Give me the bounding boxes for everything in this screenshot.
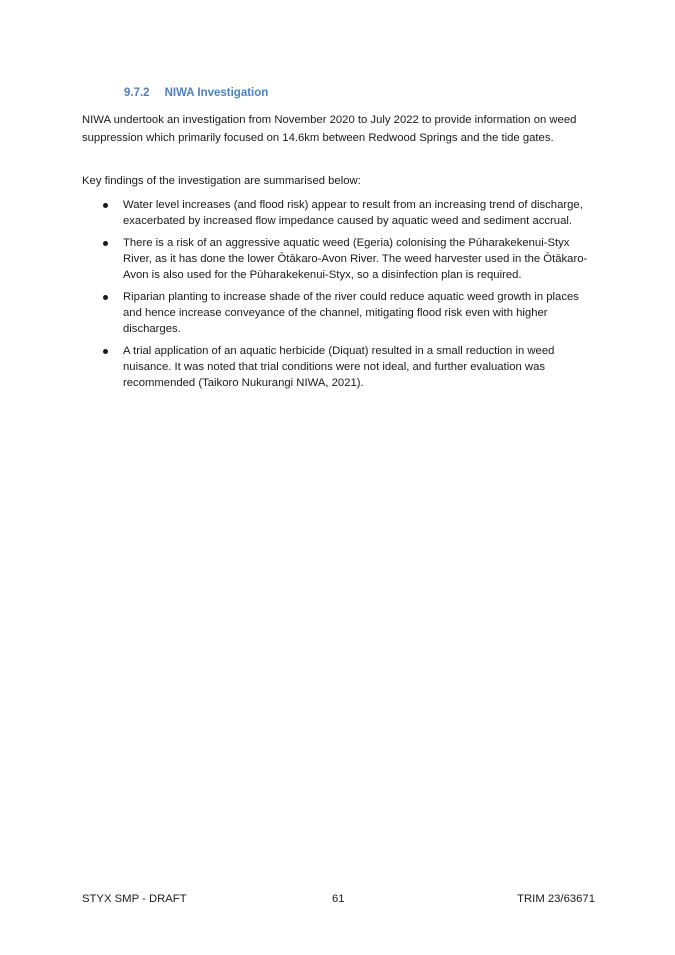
intro-paragraph: NIWA undertook an investigation from November 2020 to July 2022 to provide information on weed suppression which primarily focused on 14.6km between Redwood Springs and the tide gates.	[82, 114, 577, 144]
footer-page-number: 61	[332, 893, 345, 905]
section-title: NIWA Investigation	[164, 87, 269, 99]
bullet-icon	[103, 349, 108, 354]
list-item	[82, 289, 592, 337]
bullet-icon	[103, 241, 108, 246]
findings-intro: Key findings of the investigation are summarised below:	[82, 175, 361, 187]
footer-trim-reference: TRIM 23/63671	[517, 893, 595, 905]
list-item-text: There is a risk of an aggressive aquatic weed (Egeria) colonising the Pūharakekenui-Styx River, as it has done the lower Ōtākaro-Avon River. The weed harvester used in the Ōtākaro-Avon is also used for the Pūharakekenui-Styx, so a disinfection plan is required.	[123, 237, 588, 281]
bullet-icon	[103, 203, 108, 208]
section-number: 9.7.2	[124, 87, 150, 99]
list-item-text: Riparian planting to increase shade of the river could reduce aquatic weed growth in places and hence increase conveyance of the channel, mitigating flood risk even with higher discharges.	[123, 291, 579, 335]
list-item-text: Water level increases (and flood risk) appear to result from an increasing trend of discharge, exacerbated by increased flow impedance caused by aquatic weed and sediment accrual.	[123, 199, 583, 227]
footer-document-title: STYX SMP - DRAFT	[82, 893, 187, 905]
list-item	[82, 343, 592, 391]
list-item	[82, 197, 592, 229]
section-heading	[124, 87, 268, 99]
list-item	[82, 235, 592, 283]
bullet-icon	[103, 295, 108, 300]
key-findings-list	[82, 197, 592, 397]
list-item-text: A trial application of an aquatic herbicide (Diquat) resulted in a small reduction in weed nuisance. It was noted that trial conditions were not ideal, and further evaluation was recommended (Taikoro Nukurangi NIWA, 2021).	[123, 345, 555, 389]
